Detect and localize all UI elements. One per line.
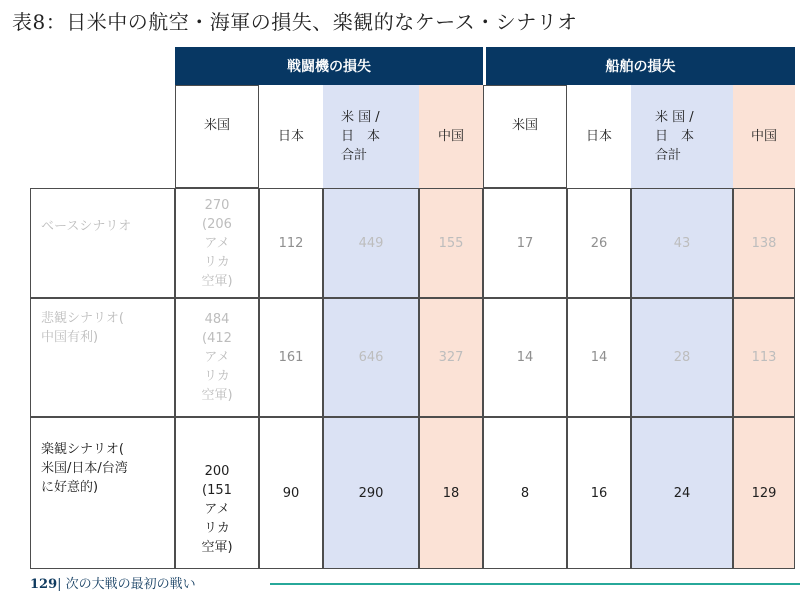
- base-aircraft-china: 155: [419, 188, 483, 298]
- pessimistic-ships-us: 14: [483, 298, 567, 417]
- col-header-ships-us: 米国: [483, 85, 567, 188]
- pessimistic-aircraft-japan: 161: [259, 298, 323, 417]
- base-ships-us: 17: [483, 188, 567, 298]
- col-header-aircraft-combined: 米 国 / 日 本 合計: [323, 85, 419, 188]
- footer-rule: [270, 583, 800, 585]
- pessimistic-ships-japan: 14: [567, 298, 631, 417]
- ship-losses-header: 船舶の損失: [486, 47, 795, 85]
- base-ships-japan: 26: [567, 188, 631, 298]
- base-aircraft-japan: 112: [259, 188, 323, 298]
- footer-book-title: 次の大戦の最初の戦い: [61, 577, 196, 592]
- pessimistic-ships-china: 113: [733, 298, 795, 417]
- page-footer: [30, 573, 196, 592]
- row-label-base: ベースシナリオ: [30, 188, 175, 298]
- pessimistic-aircraft-china: 327: [419, 298, 483, 417]
- pessimistic-aircraft-combined: 646: [323, 298, 419, 417]
- optimistic-aircraft-china: 18: [419, 417, 483, 569]
- optimistic-ships-china: 129: [733, 417, 795, 569]
- optimistic-aircraft-us: 200 (151 アメ リカ 空軍): [175, 417, 259, 569]
- col-header-ships-japan: 日本: [585, 129, 612, 144]
- page-number: 129: [30, 577, 58, 592]
- col-header-aircraft-japan: 日本: [277, 129, 304, 144]
- base-ships-combined: 43: [631, 188, 733, 298]
- col-header-ships-combined: 米 国 / 日 本 合計: [631, 85, 733, 188]
- base-aircraft-us: 270 (206 アメ リカ 空軍): [175, 188, 259, 298]
- optimistic-ships-us: 8: [483, 417, 567, 569]
- optimistic-aircraft-combined: 290: [323, 417, 419, 569]
- optimistic-ships-japan: 16: [567, 417, 631, 569]
- row-label-optimistic: 楽観シナリオ( 米国/日本/台湾 に好意的): [30, 417, 175, 569]
- pessimistic-aircraft-us: 484 (412 アメ リカ 空軍): [175, 298, 259, 417]
- base-ships-china: 138: [733, 188, 795, 298]
- col-header-aircraft-us: 米国: [175, 85, 259, 188]
- aircraft-losses-header: 戦闘機の損失: [175, 47, 483, 85]
- row-label-pessimistic: 悲観シナリオ( 中国有利): [30, 298, 175, 417]
- footer-separator: |: [57, 577, 62, 592]
- table-title: 表8：日米中の航空・海軍の損失、楽観的なケース・シナリオ: [12, 10, 578, 34]
- pessimistic-ships-combined: 28: [631, 298, 733, 417]
- col-header-aircraft-china: 中国: [419, 85, 483, 188]
- optimistic-ships-combined: 24: [631, 417, 733, 569]
- optimistic-aircraft-japan: 90: [259, 417, 323, 569]
- base-aircraft-combined: 449: [323, 188, 419, 298]
- col-header-ships-china: 中国: [733, 85, 795, 188]
